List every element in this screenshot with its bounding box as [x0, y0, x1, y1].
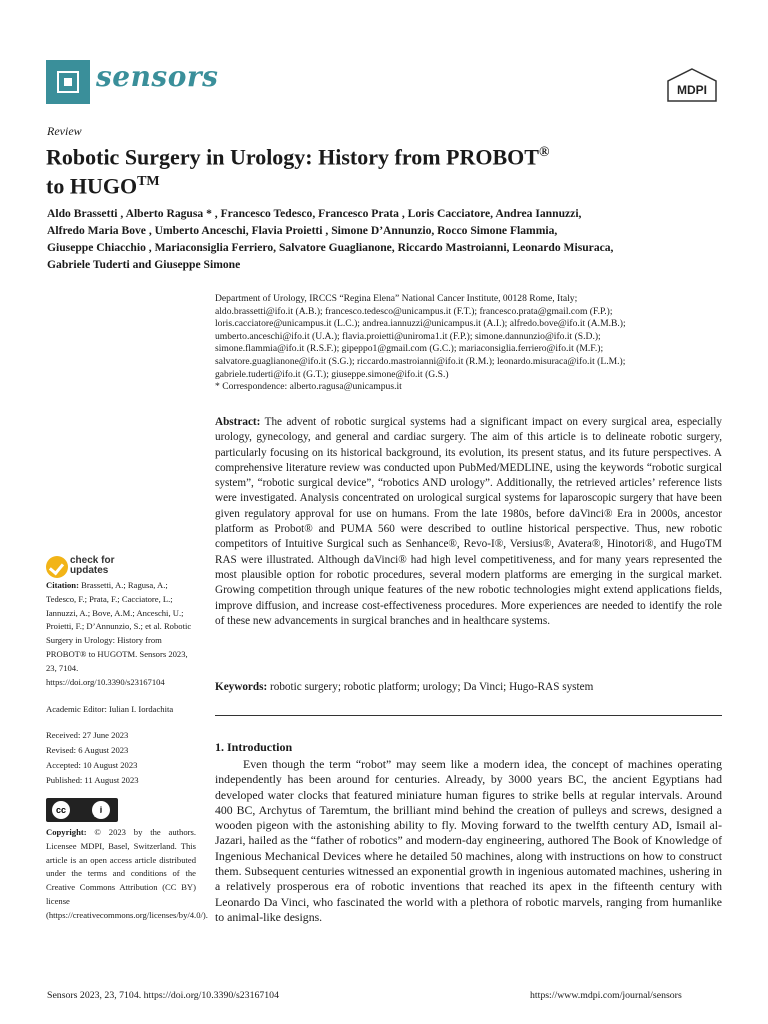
date-revised: Revised: 6 August 2023 — [46, 745, 129, 755]
footer-journal-url[interactable]: https://www.mdpi.com/journal/sensors — [530, 990, 682, 1001]
author-line: Gabriele Tuderti and Giuseppe Simone — [47, 258, 241, 271]
publication-dates — [46, 728, 196, 788]
affiliation-line: salvatore.guaglianone@ifo.it (S.G.); riccardo.mastroianni@ifo.it (R.M.); leonardo.misuraca@ifo.it (L.M.); — [215, 355, 626, 367]
affiliation-line: aldo.brassetti@ifo.it (A.B.); francesco.tedesco@unicampus.it (F.T.); francesco.prata@gmail.com (F.P.); — [215, 305, 613, 317]
journal-name: sensors — [96, 60, 219, 93]
footer-citation: Sensors 2023, 23, 7104. https://doi.org/10.3390/s23167104 — [47, 990, 279, 1001]
journal-logo-icon — [46, 60, 90, 104]
citation: Citation: Brassetti, A.; Ragusa, A.; Tedesco, F.; Prata, F.; Cacciatore, L.; Iannuzzi, A.; Bove, A.M.; Anceschi, U.; Proietti, F.; D’Annunzio, S.; et al. Robotic Surgery in Urology: History from PROBOT® to HUGOTM. Sensors 2023, 23, 7104. https://doi.org/10.3390/s23167104 — [46, 580, 192, 687]
check-for-updates-link[interactable]: check for updates — [70, 555, 115, 576]
keywords-label: Keywords: — [215, 681, 268, 693]
abstract-text: The advent of robotic surgical systems had a significant impact on every surgical area, especially urology, gynecology, and general and cardiac surgery. The aim of this article is to delineate robotic surgery, particularly focusing on its historical background, its evolution, its present status, and its future perspectives. A comprehensive literature review was conducted upon PubMed/MEDLINE, using the keywords “robotic surgical system”, “robotic surgical device”, “robotics AND urology”. Additionally, the retrieved articles’ reference lists were investigated. Analysis concentrated on urological surgical systems for laparoscopic surgery that have been given regulatory approval for use on humans. From the late 1980s, before daVinci® Era in 2000s, ancestor platform as Probot® and PUMA 560 were described to outline historical perspective. Thus, new robotic competitors of Intuitive Surgical such as Senhance®, Revo-I®, Versius®, Avatera®, Hinotori®, and HugoTM RAS were illustrated. Although daVinci® had high level competitiveness, and for many years represented the most plausible option for robotic procedures, several modern platforms are emerging in the surgical market. Growing competition through unique features of the new robotic technologies might extend applications fields, improve diffusion, and increase cost-effectiveness procedures. More experiences are needed to identify the role of these new advancements in surgical branches and in healthcare systems. — [215, 416, 722, 627]
affiliation-line: simone.flammia@ifo.it (R.S.F.); gipeppo1@gmail.com (G.C.); mariaconsiglia.ferriero@ifo.it (M.F.); — [215, 343, 604, 355]
date-received: Received: 27 June 2023 — [46, 730, 129, 740]
keywords-text: robotic surgery; robotic platform; urology; Da Vinci; Hugo-RAS system — [270, 681, 594, 693]
correspondence: * Correspondence: alberto.ragusa@unicampus.it — [215, 381, 402, 393]
date-accepted: Accepted: 10 August 2023 — [46, 760, 138, 770]
copyright: Copyright: © 2023 by the authors. Licensee MDPI, Basel, Switzerland. This article is an open access article distributed under the terms and conditions of the Creative Commons Attribution (CC BY) license (https://creativecommons.org/licenses/by/4.0/). — [46, 827, 208, 920]
section-heading: 1. Introduction — [215, 740, 293, 754]
author-line: Aldo Brassetti , Alberto Ragusa * , Francesco Tedesco, Francesco Prata , Loris Cacciatore, Andrea Iannuzzi, — [47, 207, 582, 220]
affiliation-line: loris.cacciatore@unicampus.it (L.C.); andrea.iannuzzi@unicampus.it (A.I.); alfredo.bove@ifo.it (A.M.B.); — [215, 318, 626, 330]
mdpi-logo-icon — [666, 68, 718, 102]
affiliations — [215, 293, 735, 394]
publisher-name: MDPI — [677, 83, 707, 97]
abstract — [215, 415, 722, 629]
check-for-updates-icon[interactable] — [46, 556, 68, 578]
author-list — [47, 205, 727, 273]
academic-editor: Academic Editor: Iulian I. Iordachita — [46, 704, 174, 714]
affiliation-line: umberto.anceschi@ifo.it (U.A.); flavia.proietti@uniroma1.it (F.P.); simone.dannunzio@ifo.it (S.D.); — [215, 330, 601, 342]
affiliation-line: Department of Urology, IRCCS “Regina Elena” National Cancer Institute, 00128 Rome, Italy; — [215, 293, 578, 304]
author-line: Giuseppe Chiacchio , Mariaconsiglia Ferriero, Salvatore Guaglianone, Riccardo Mastroianni, Leonardo Misuraca, — [47, 241, 614, 254]
cc-license-badge-icon[interactable]: cc i BY — [46, 798, 118, 822]
affiliation-line: gabriele.tuderti@ifo.it (G.T.); giuseppe.simone@ifo.it (G.S.) — [215, 368, 449, 380]
article-title: Robotic Surgery in Urology: History from PROBOT® to HUGO™ — [46, 144, 550, 199]
author-line: Alfredo Maria Bove , Umberto Anceschi, Flavia Proietti , Simone D’Annunzio, Rocco Simone Flammia, — [47, 224, 558, 237]
article-type: Review — [47, 124, 82, 138]
section-divider — [215, 715, 722, 716]
date-published: Published: 11 August 2023 — [46, 775, 139, 785]
abstract-label: Abstract: — [215, 416, 261, 428]
keywords — [215, 681, 722, 693]
introduction-text: Even though the term “robot” may seem like a modern idea, the concept of machines operating independently has been around for centuries. Already, by 3000 years BC, the ancient Egyptians had developed water clocks that featured miniature human figures to strike bells at regular intervals. Around 400 BC, Archytus of Taremtum, the brilliant mind behind the creation of pulleys and screws, designed a wooden pigeon with the astonishing ability to fly. Moving forward to the twelfth century AD, Ismail al-Jazari, hailed as the “father of robotics” and modern-day engineering, authored The Book of Knowledge of Ingenious Mechanical Devices where he detailed 50 machines, along with instructions on how to construct them. Subsequent centuries witnessed an exponential growth in ingenious automated machines, ushering in a relatively prosperous era of robotic inventions that reached its apex in the fifteenth century with Leonardo Da Vinci, who fascinated the world with a plethora of robotic marvels, ranging from humanlike to animal-like designs. — [215, 757, 722, 924]
